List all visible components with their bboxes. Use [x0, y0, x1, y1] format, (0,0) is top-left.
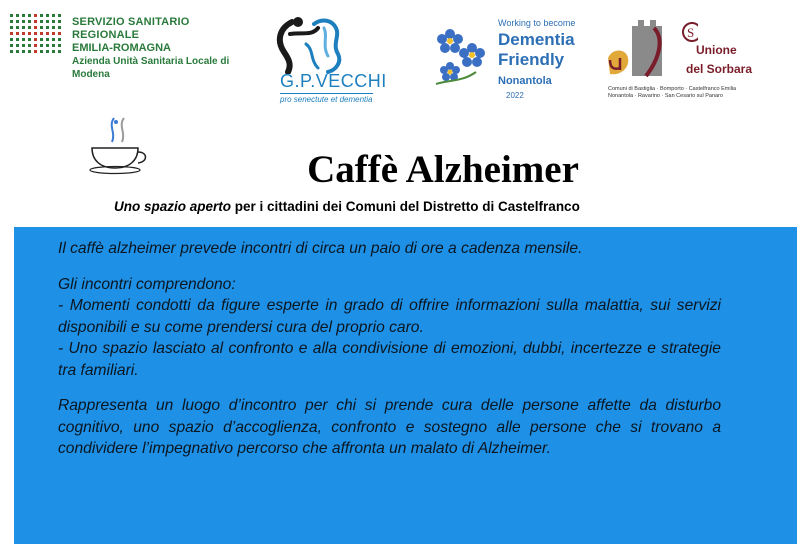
dementia-friendly-logo	[428, 14, 603, 104]
tower-icon	[598, 18, 698, 84]
paragraph-description: Rappresenta un luogo d’incontro per chi si prende cura delle persone affette da disturbo cognitivo, uno spazio d’accoglienza, confronto e sostegno alle persone che si trovano a condividere l’impegnativo percorso che affronta un malato di Alzheimer.	[58, 397, 721, 457]
ssr-line2: EMILIA-ROMAGNA	[72, 42, 171, 54]
ssr-line3: Azienda Unità Sanitaria Locale di Modena	[72, 56, 230, 80]
gpvecchi-figure-icon	[262, 14, 412, 74]
subtitle	[114, 199, 580, 214]
ssr-grid-icon	[10, 12, 66, 56]
gpvecchi-logo	[262, 14, 412, 102]
subtitle-emphasis: Uno spazio aperto	[114, 199, 232, 214]
subtitle-rest: per i cittadini dei Comuni del Distretto di Castelfranco	[231, 199, 580, 214]
info-panel	[14, 227, 797, 544]
gpvecchi-tagline: pro senectute et dementia	[280, 95, 373, 104]
df-town: Nonantola	[498, 75, 552, 87]
unione-fine1: Comuni di Bastiglia · Bomporto · Castelfranco Emilia	[608, 86, 737, 92]
paragraph-meetings-head: Gli incontri comprendono:	[58, 275, 236, 293]
unione-fine2: Nonantola · Ravarino · San Cesario sul Panaro	[608, 93, 723, 99]
df-line1: Dementia	[498, 30, 575, 49]
ssr-line1: SERVIZIO SANITARIO REGIONALE	[72, 16, 190, 41]
info-body	[58, 238, 721, 460]
ssr-logo	[10, 12, 250, 80]
forget-me-not-icon	[428, 20, 496, 90]
df-year: 2022	[506, 91, 524, 100]
df-top-line: Working to become	[498, 18, 576, 28]
paragraph-meetings-item2: - Uno spazio lasciato al confronto e alla condivisione di emozioni, dubbi, incertezze e strategie tra familiari.	[58, 340, 721, 379]
page-title: Caffè Alzheimer	[307, 148, 579, 191]
unione-line1: Unione	[696, 43, 737, 57]
unione-line2: del Sorbara	[686, 62, 753, 76]
unione-sorbara-logo	[598, 18, 768, 100]
svg-text:S: S	[687, 25, 695, 40]
paragraph-intro: Il caffè alzheimer prevede incontri di circa un paio di ore a cadenza mensile.	[58, 240, 583, 257]
gpvecchi-name: G.P.VECCHI	[280, 71, 387, 91]
df-line2: Friendly	[498, 50, 565, 69]
paragraph-meetings-item1: - Momenti condotti da figure esperte in grado di offrire informazioni sulla malattia, sui servizi disponibili e su come prendersi cura del proprio caro.	[58, 297, 721, 336]
